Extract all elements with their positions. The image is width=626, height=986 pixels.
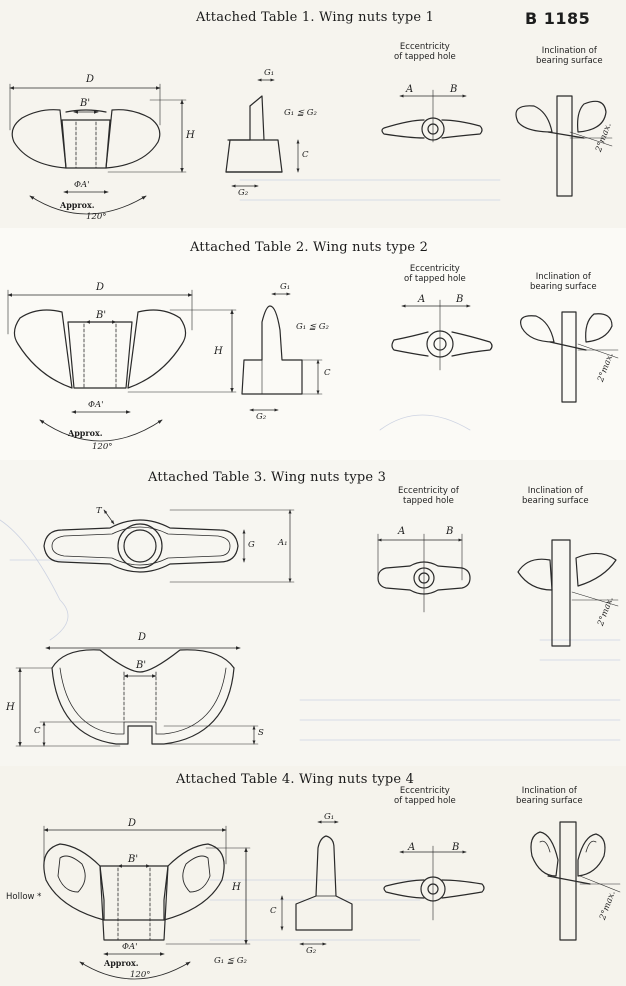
- table2-dim-G2: G₂: [256, 412, 267, 422]
- table3-dim-S: S: [258, 728, 264, 738]
- table3-dim-C: C: [34, 726, 41, 736]
- type2-side-view: [242, 294, 322, 410]
- type4-eccentricity-view: [384, 846, 484, 920]
- table1-dim-C: C: [302, 150, 309, 160]
- table4-dim-A: A: [408, 842, 416, 853]
- type3-inclination-view: [518, 540, 618, 646]
- table3-dim-A1: A₁: [278, 538, 288, 548]
- table2-max-angle: 2°max.: [596, 351, 616, 384]
- table2-angle: 120°: [92, 442, 113, 452]
- table1-approx: Approx.: [60, 200, 95, 210]
- table4-dim-Bh: B: [452, 842, 460, 853]
- table2-dim-C: C: [324, 368, 331, 378]
- table4-title: Attached Table 4. Wing nuts type 4: [176, 772, 415, 787]
- table1-dim-H: H: [186, 130, 195, 141]
- table3-max-angle: 2°max.: [596, 595, 616, 628]
- table1-dim-G2: G₂: [238, 188, 249, 198]
- table3-dim-D: D: [138, 632, 147, 643]
- table2-dim-Bh: B: [456, 294, 464, 305]
- table4-dim-G1: G₁: [324, 812, 335, 822]
- table2-eccentricity-label: Eccentricity of tapped hole: [404, 264, 466, 284]
- table1-angle: 120°: [86, 212, 107, 222]
- document-code: B 1185: [525, 9, 591, 28]
- table1-relation: G₁ ≦ G₂: [284, 108, 317, 118]
- table4-hollow-label: Hollow *: [6, 892, 42, 902]
- table4-dim-D: D: [128, 818, 137, 829]
- table4-approx: Approx.: [104, 958, 139, 968]
- table1-inclination-label: Inclination of bearing surface: [536, 46, 603, 66]
- show-through-lines: [0, 180, 620, 940]
- table3-dim-H: H: [6, 702, 15, 713]
- type1-eccentricity-view: [382, 90, 482, 142]
- table4-max-angle: 2°max.: [598, 889, 618, 922]
- table1-max-angle: 2°max.: [594, 121, 614, 154]
- table4-dim-G2: G₂: [306, 946, 317, 956]
- table4-dim-C: C: [270, 906, 277, 916]
- table3-inclination-label: Inclination of bearing surface: [522, 486, 589, 506]
- table1-dim-G1: G₁: [264, 68, 275, 78]
- table4-dim-H: H: [232, 882, 241, 893]
- type2-eccentricity-view: [392, 300, 492, 370]
- table3-dim-Bh: B: [446, 526, 454, 537]
- table4-dim-B: B': [128, 854, 139, 865]
- table4-dim-phiA: ΦA': [122, 942, 138, 952]
- table3-dim-A: A: [398, 526, 406, 537]
- table4-angle: 120°: [130, 970, 151, 980]
- table2-dim-H: H: [214, 346, 223, 357]
- table1-eccentricity-label: Eccentricity of tapped hole: [394, 42, 456, 62]
- table4-inclination-label: Inclination of bearing surface: [516, 786, 583, 806]
- type1-front-view: [10, 84, 186, 214]
- table1-dim-A: A: [406, 84, 414, 95]
- table2-inclination-label: Inclination of bearing surface: [530, 272, 597, 292]
- type1-side-view: [226, 80, 298, 186]
- table2-dim-B: B': [96, 310, 107, 321]
- table3-dim-T: T: [96, 506, 102, 516]
- table3-title: Attached Table 3. Wing nuts type 3: [148, 470, 387, 485]
- type3-eccentricity-view: [378, 534, 470, 612]
- table3-dim-G: G: [248, 540, 255, 550]
- table1-dim-Bh: B: [450, 84, 458, 95]
- type2-front-view: [8, 290, 236, 441]
- type3-top-view: [44, 510, 294, 582]
- table4-eccentricity-label: Eccentricity of tapped hole: [394, 786, 456, 806]
- table3-dim-B: B': [136, 660, 147, 671]
- type4-inclination-view: [531, 822, 620, 940]
- table1-title: Attached Table 1. Wing nuts type 1: [196, 10, 435, 25]
- type4-side-view: [282, 822, 352, 944]
- table1-dim-phiA: ΦA': [74, 180, 90, 190]
- table2-title: Attached Table 2. Wing nuts type 2: [190, 240, 429, 255]
- table4-relation: G₁ ≦ G₂: [214, 956, 247, 966]
- table2-dim-D: D: [96, 282, 105, 293]
- table3-eccentricity-label: Eccentricity of tapped hole: [398, 486, 459, 506]
- table2-relation: G₁ ≦ G₂: [296, 322, 329, 332]
- table2-dim-phiA: ΦA': [88, 400, 104, 410]
- table2-approx: Approx.: [68, 428, 103, 438]
- table1-dim-B: B': [80, 98, 91, 109]
- table2-dim-A: A: [418, 294, 426, 305]
- table2-dim-G1: G₁: [280, 282, 291, 292]
- table1-dim-D: D: [86, 74, 95, 85]
